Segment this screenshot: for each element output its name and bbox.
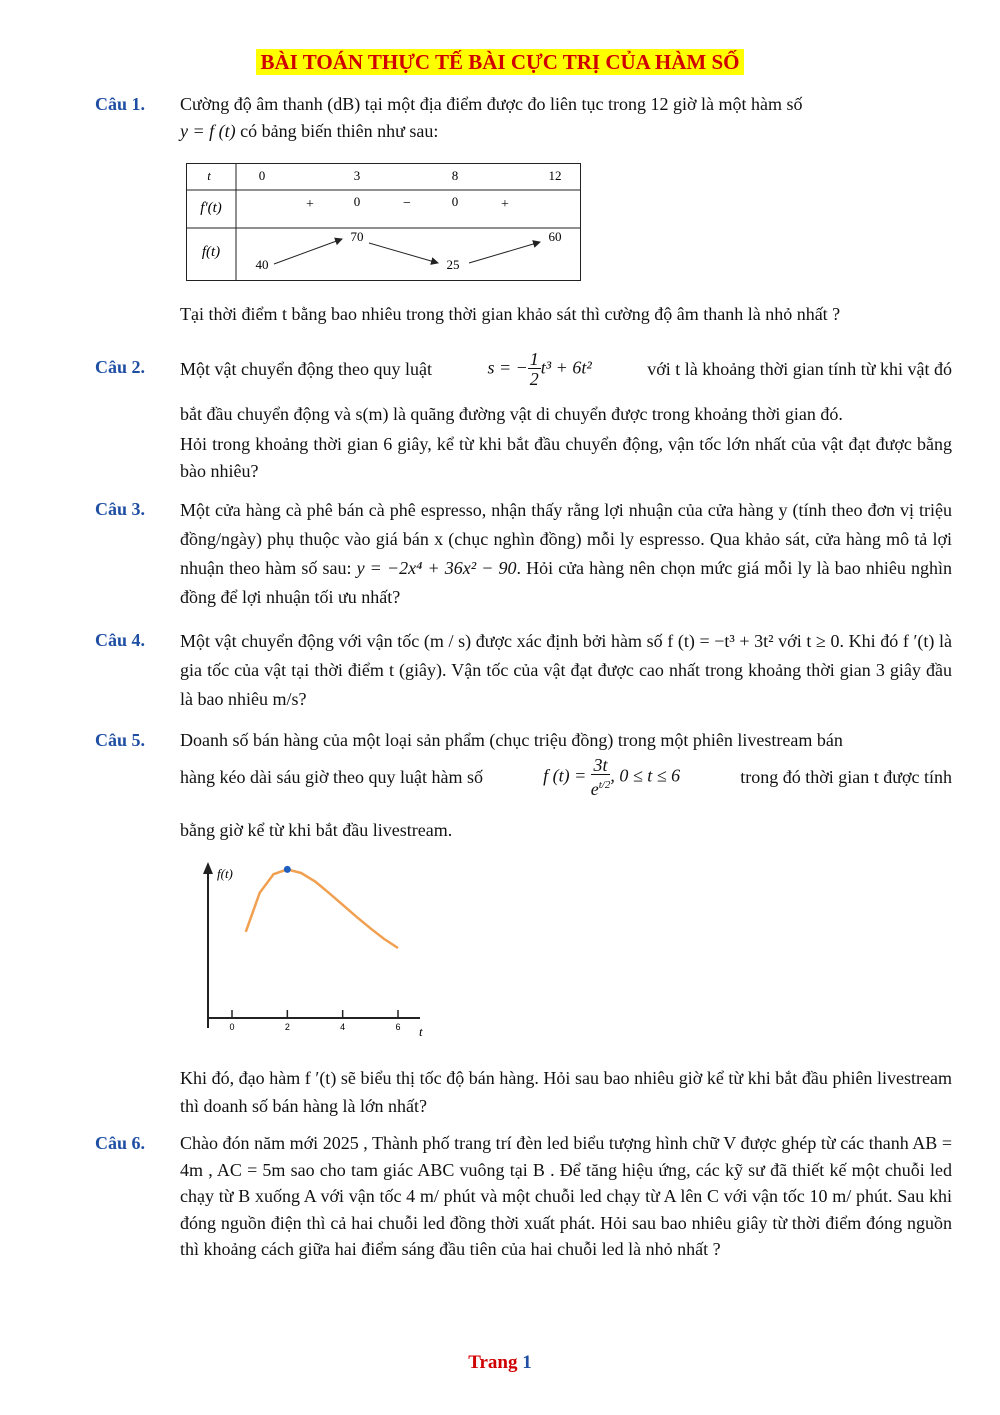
title-text: BÀI TOÁN THỰC TẾ BÀI CỰC TRỊ CỦA HÀM SỐ <box>256 49 743 75</box>
q2-formula <box>487 350 591 389</box>
arrow-increase-1 <box>274 239 342 264</box>
chart-x-tick-label: 4 <box>340 1022 346 1032</box>
q1-line2-text: có bảng biến thiên như sau: <box>240 121 439 141</box>
chart-ylabel: f(t) <box>217 866 233 881</box>
q5-formula <box>543 756 680 799</box>
q5-pre: hàng kéo dài sáu giờ theo quy luật hàm số <box>180 766 483 787</box>
f-value-end: 60 <box>548 229 562 244</box>
question-2-line3: Hỏi trong khoảng thời gian 6 giây, kể từ khi bắt đầu chuyển động, vận tốc lớn nhất của vật đạt được bằng bào nhiêu? <box>180 434 952 481</box>
page-number: 1 <box>522 1352 532 1373</box>
derivative-zero-2: 0 <box>451 194 459 209</box>
arrow-increase-2 <box>469 242 540 263</box>
q5-domain: , 0 ≤ t ≤ 6 <box>610 765 681 786</box>
sign-plus-1: + <box>306 197 314 212</box>
q5-post: trong đó thời gian t được tính <box>740 766 952 787</box>
derivative-zero-1: 0 <box>353 194 361 209</box>
question-3-label: Câu 3. <box>95 499 146 519</box>
variation-table-svg <box>186 163 582 283</box>
question-5-line2 <box>180 753 952 801</box>
q5-formula-lhs: f (t) = <box>543 765 587 786</box>
question-1-line1: Cường độ âm thanh (dB) tại một địa điểm được đo liên tục trong 12 giờ là một hàm số <box>180 94 803 114</box>
q2-formula-rest: t³ + 6t² <box>540 357 592 378</box>
f-value-max: 70 <box>350 229 364 244</box>
q1-function-notation: y = f (t) <box>180 121 236 141</box>
t-value-0: 0 <box>258 168 266 183</box>
question-4-text: Một vật chuyển động với vận tốc (m / s) được xác định bởi hàm số f (t) = −t³ + 3t² với t ≥ 0. Khi đó f ′(t) là gia tốc của vật tại thời điểm t (giây). Vận tốc của vật đạt được cao nhất trong khoảng thời gian 3 giây đầu là bao nhiêu m/s? <box>180 631 952 709</box>
sales-chart-svg <box>188 852 438 1042</box>
q5-frac-num: 3t <box>591 756 611 775</box>
q5-den-exp: t/2 <box>598 778 611 791</box>
chart-xlabel: t <box>419 1024 423 1039</box>
chart-x-tick-label: 0 <box>229 1022 235 1032</box>
chart-max-point <box>284 866 291 873</box>
footer-word: Trang <box>468 1352 518 1373</box>
question-5-line1: Doanh số bán hàng của một loại sản phẩm (chục triệu đồng) trong một phiên livestream bán <box>180 730 843 750</box>
question-6-label: Câu 6. <box>95 1133 146 1153</box>
q2-post: với t là khoảng thời gian tính từ khi vật đó <box>647 358 952 379</box>
question-2-line1 <box>180 344 952 394</box>
page-title <box>0 50 1000 75</box>
q2-pre: Một vật chuyển động theo quy luật <box>180 358 432 379</box>
sign-plus-2: + <box>501 197 509 212</box>
variation-table <box>186 163 582 288</box>
question-5-after: Khi đó, đạo hàm f ′(t) sẽ biểu thị tốc độ bán hàng. Hỏi sau bao nhiêu giờ kể từ khi bắt đầu phiên livestream thì doanh số bán hàng là lớn nhất? <box>180 1068 952 1116</box>
row-label-derivative: f′(t) <box>200 200 222 216</box>
t-value-8: 8 <box>451 168 459 183</box>
q3-text1: Một cửa hàng cà phê bán cà phê espresso, nhận thấy rằng lợi nhuận của cửa hàng y (tính theo đơn vị triệu đồng/ngày) phụ thuộc vào giá bán x (chục nghìn đồng) mỗi ly espresso. Qua khảo sát, cửa hàng mô tả lợi nhuận theo hàm số sau: <box>180 500 952 578</box>
f-value-min: 25 <box>446 257 460 272</box>
arrow-decrease <box>369 243 438 263</box>
q5-den-base: e <box>590 778 599 799</box>
question-5-label: Câu 5. <box>95 730 146 750</box>
question-2-label: Câu 2. <box>95 357 146 377</box>
q3-formula: y = −2x⁴ + 36x² − 90 <box>356 558 517 578</box>
question-1-line2 <box>180 121 952 142</box>
question-1-label: Câu 1. <box>95 94 146 114</box>
t-value-3: 3 <box>353 168 361 183</box>
t-value-12: 12 <box>548 168 562 183</box>
row-label-f: f(t) <box>201 244 221 260</box>
q2-formula-lhs: s = − <box>487 357 528 378</box>
sales-chart <box>188 852 438 1047</box>
f-value-start: 40 <box>255 257 269 272</box>
q3-text2: . Hỏi cửa hàng nên chọn mức giá mỗi ly là bao nhiêu nghìn đồng để lợi nhuận tối ưu nhất? <box>180 558 952 607</box>
q2-frac-num: 1 <box>529 348 539 369</box>
q2-fraction <box>528 350 541 389</box>
question-6-text: Chào đón năm mới 2025 , Thành phố trang trí đèn led biểu tượng hình chữ V được ghép từ các thanh AB = 4m , AC = 5m sao cho tam giác ABC vuông tại B . Để tăng hiệu ứng, các kỹ sư đã thiết kế một chuỗi led chạy từ B xuống A với vận tốc 4 m/ phút và một chuỗi led chạy từ A lên C với vận tốc 10 m/ phút. Sau khi đóng nguồn điện thì cả hai chuỗi led đồng thời xuất phát. Hỏi sau bao nhiêu giây từ thời điểm đóng nguồn thì khoảng cách giữa hai điểm sáng đầu tiên của hai chuỗi led là nhỏ nhất ? <box>180 1133 952 1259</box>
question-3-text <box>180 496 952 612</box>
q2-frac-den: 2 <box>529 368 539 389</box>
question-1-ask: Tại thời điểm t bằng bao nhiêu trong thời gian khảo sát thì cường độ âm thanh là nhỏ nhất ? <box>180 304 841 324</box>
row-label-t: t <box>207 168 211 183</box>
question-2-line2: bắt đầu chuyển động và s(m) là quãng đường vật di chuyển được trong khoảng thời gian đó. <box>180 404 843 424</box>
chart-x-tick-label: 2 <box>284 1022 290 1032</box>
sign-minus: − <box>403 196 411 211</box>
q5-fraction <box>591 756 611 799</box>
chart-x-tick-label: 6 <box>395 1022 401 1032</box>
question-5-line3: bằng giờ kể từ khi bắt đầu livestream. <box>180 820 453 840</box>
question-4-label: Câu 4. <box>95 630 146 650</box>
q5-frac-den <box>591 775 611 799</box>
page-footer <box>0 1352 1000 1374</box>
